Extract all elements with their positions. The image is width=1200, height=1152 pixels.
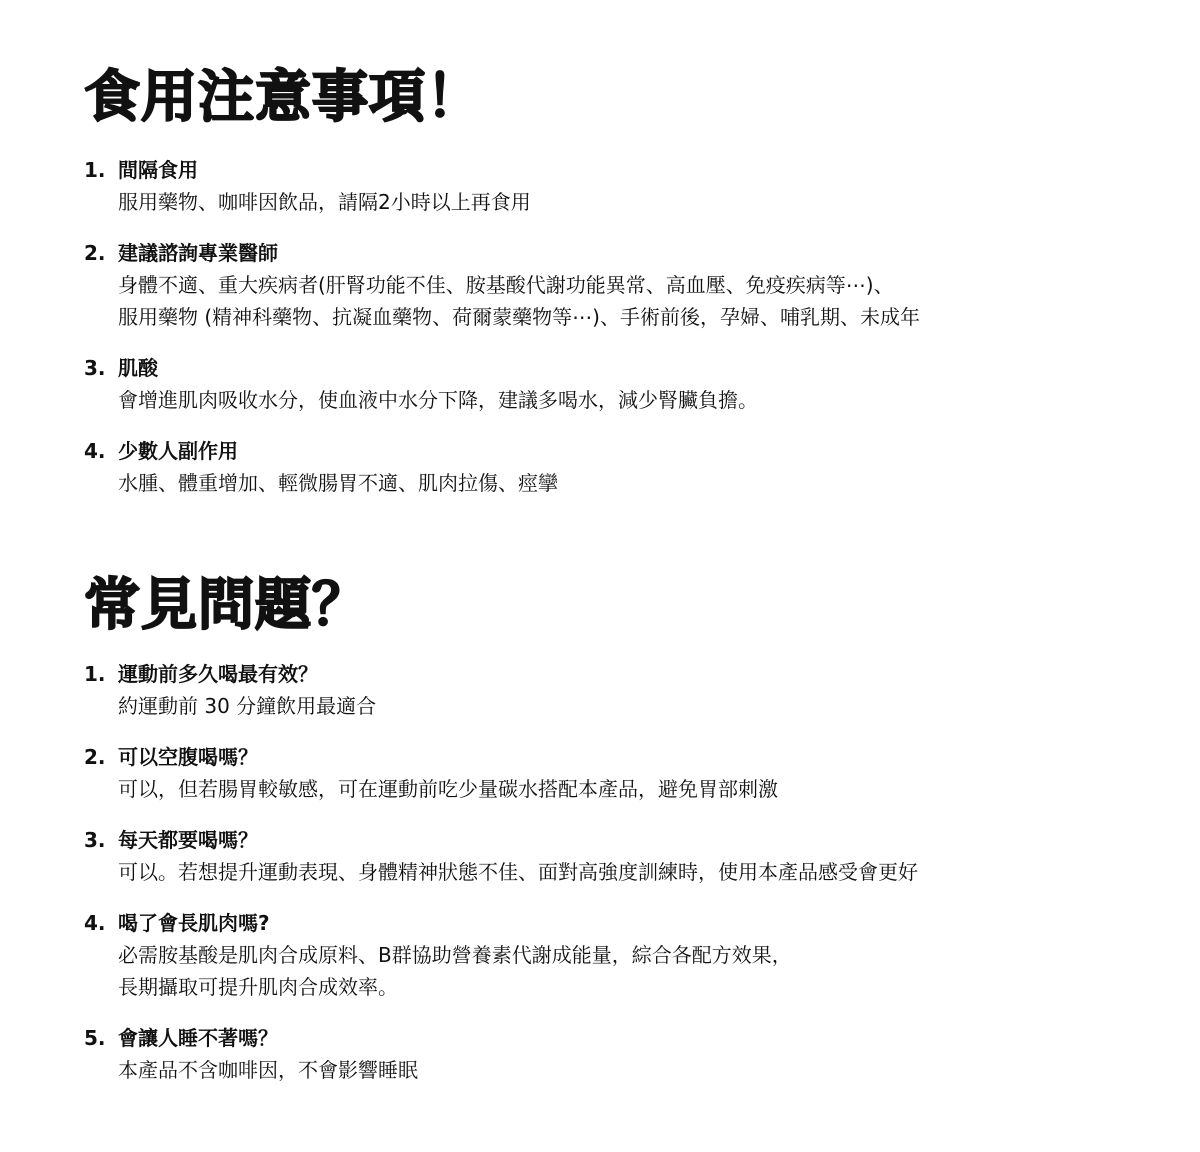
item-number: 3.	[84, 828, 106, 852]
faq-question: 喝了會長肌肉嗎?	[118, 911, 270, 935]
item-description: 水腫、體重增加、輕微腸胃不適、肌肉拉傷、痙攣	[118, 471, 558, 495]
faq-item	[84, 658, 1144, 722]
faq-list	[84, 658, 1144, 1086]
item-description: 服用藥物、咖啡因飲品，請隔2小時以上再食用	[118, 190, 531, 214]
faq-answer: 可以，但若腸胃較敏感，可在運動前吃少量碳水搭配本產品，避免胃部刺激	[118, 777, 778, 801]
item-title: 建議諮詢專業醫師	[118, 241, 278, 265]
faq-item	[84, 741, 1144, 805]
item-number: 1.	[84, 158, 106, 182]
item-number: 3.	[84, 356, 106, 380]
item-number: 4.	[84, 439, 106, 463]
faq-section	[84, 566, 1144, 1105]
usage-notes-section	[84, 58, 1144, 518]
faq-answer: 可以。若想提升運動表現、身體精神狀態不佳、面對高強度訓練時，使用本產品感受會更好	[118, 860, 918, 884]
faq-item	[84, 1022, 1144, 1086]
faq-answer: 長期攝取可提升肌肉合成效率。	[118, 975, 398, 999]
faq-answer: 必需胺基酸是肌肉合成原料、B群協助營養素代謝成能量，綜合各配方效果，	[118, 943, 792, 967]
item-number: 2.	[84, 745, 106, 769]
faq-question: 每天都要喝嗎？	[118, 828, 258, 852]
note-item	[84, 435, 1144, 499]
faq-question: 可以空腹喝嗎？	[118, 745, 258, 769]
faq-item	[84, 824, 1144, 888]
note-item	[84, 154, 1144, 218]
item-title: 間隔食用	[118, 158, 198, 182]
faq-question: 會讓人睡不著嗎？	[118, 1026, 278, 1050]
item-number: 4.	[84, 911, 106, 935]
usage-notes-heading: 食用注意事項！	[84, 65, 483, 130]
item-title: 肌酸	[118, 356, 158, 380]
item-description: 身體不適、重大疾病者(肝腎功能不佳、胺基酸代謝功能異常、高血壓、免疫疾病等⋯)、	[118, 273, 894, 297]
note-item	[84, 237, 1144, 333]
faq-heading: 常見問題？	[84, 573, 369, 638]
faq-answer: 約運動前 30 分鐘飲用最適合	[118, 694, 377, 718]
item-number: 1.	[84, 662, 106, 686]
item-description: 會增進肌肉吸收水分，使血液中水分下降，建議多喝水，減少腎臟負擔。	[118, 388, 758, 412]
faq-item	[84, 907, 1144, 1003]
item-description: 服用藥物 (精神科藥物、抗凝血藥物、荷爾蒙藥物等⋯)、手術前後，孕婦、哺乳期、未成年	[118, 305, 920, 329]
note-item	[84, 352, 1144, 416]
item-title: 少數人副作用	[118, 439, 238, 463]
faq-question: 運動前多久喝最有效？	[118, 662, 318, 686]
usage-notes-list	[84, 154, 1144, 499]
faq-answer: 本產品不含咖啡因，不會影響睡眠	[118, 1058, 418, 1082]
item-number: 5.	[84, 1026, 106, 1050]
item-number: 2.	[84, 241, 106, 265]
